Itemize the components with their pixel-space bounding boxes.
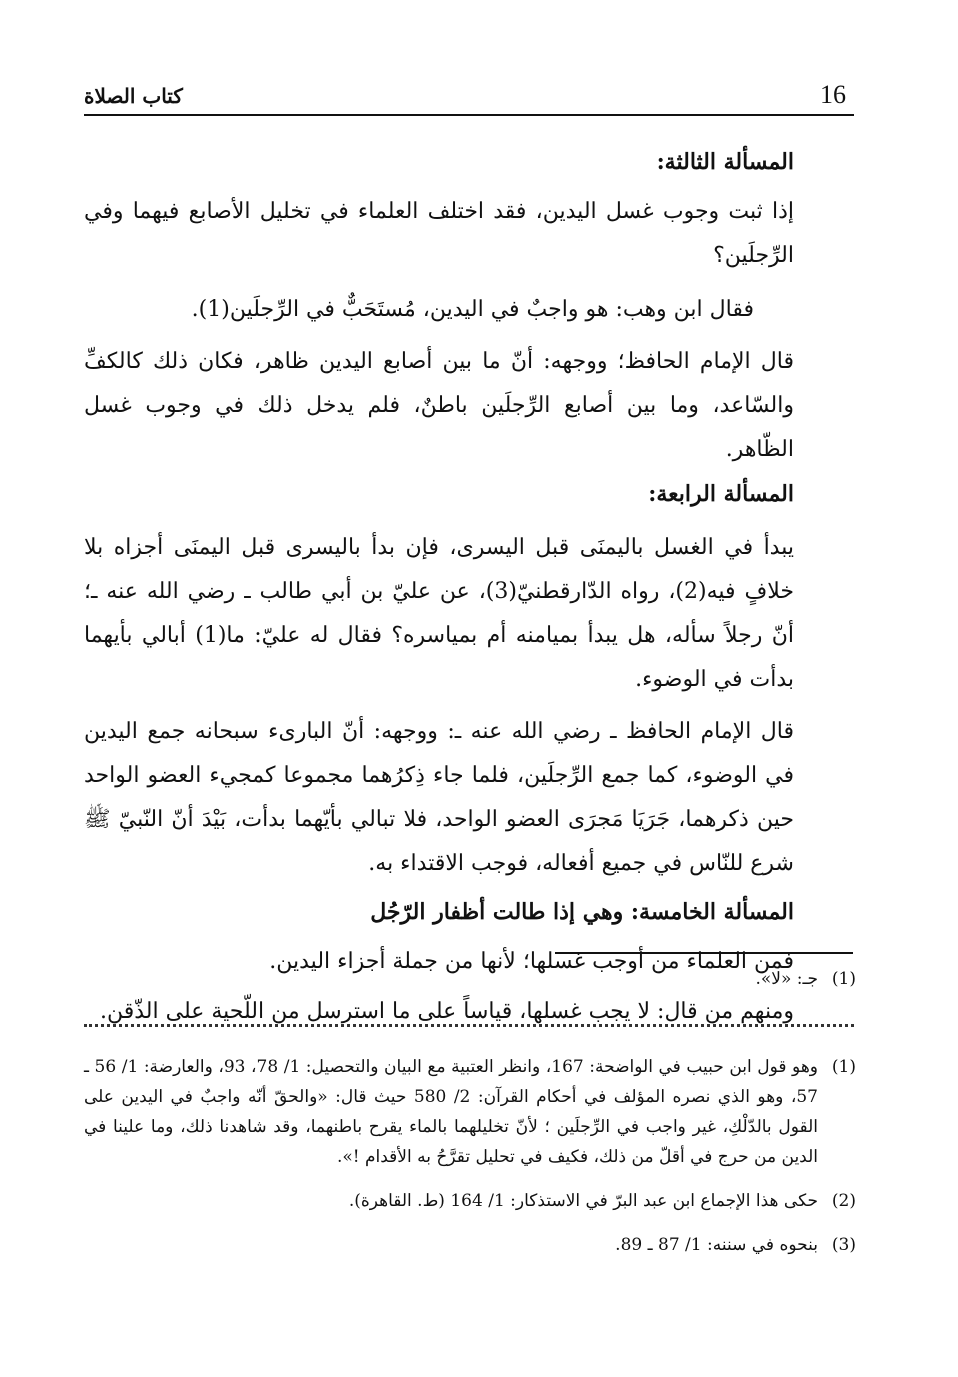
page-header: [84, 78, 854, 116]
footnote-text: جـ: «لا».: [755, 969, 818, 989]
page-number: 16: [820, 80, 846, 109]
footnote-3: [84, 1230, 856, 1260]
footnote-2: [84, 1186, 856, 1216]
heading-fifth-issue: المسألة الخامسة: وهي إذا طالت أظفار الرّجُل: [370, 899, 794, 925]
heading-third-issue: المسألة الثالثة:: [656, 149, 794, 175]
paragraph: إذا ثبت وجوب غسل اليدين، فقد اختلف العلماء في تخليل الأصابع فيهما وفي الرِّجلَين؟: [84, 199, 794, 268]
footnote-text: بنحوه في سننه: 1/ 87 ـ 89.: [615, 1235, 818, 1255]
paragraph: يبدأ في الغسل باليمنَى قبل اليسرى، فإن بدأ باليسرى قبل اليمنَى أجزاه بلا خلافٍ فيه(2)، رواه الدّارقطنيّ(3)، عن عليّ بن أبي طالب ـ رضي الله عنه ـ؛ أنّ رجلاً سأله، هل يبدأ بميامنه أم بمياسره؟ فقال له عليّ: ما(1) أبالي بأيهما بدأت في الوضوء.: [84, 535, 795, 692]
paragraph: قال الإمام الحافظ؛ ووجهه: أنّ ما بين أصابع اليدين ظاهر، فكان ذلك كالكفِّ والسّاعد، وما بين أصابع الرِّجلَين باطنٌ، فلم يدخل ذلك في وجوب غسل الظّاهر.: [84, 349, 794, 462]
variant-note: [84, 964, 856, 994]
paragraph: فقال ابن وهب: هو واجبٌ في اليدين، مُستَحَبٌّ في الرِّجلَين(1).: [191, 297, 754, 322]
footnote-separator: [555, 952, 853, 954]
footnote-number: (3): [831, 1235, 856, 1255]
footnote-text: حكى هذا الإجماع ابن عبد البرّ في الاستذكار: 1/ 164 (ط. القاهرة).: [348, 1191, 818, 1211]
heading-fourth-issue: المسألة الرابعة:: [648, 481, 794, 507]
footnote-text: وهو قول ابن حبيب في الواضحة: 167، وانظر العتبية مع البيان والتحصيل: 1/ 78، 93، والعارضة: 1/ 56 ـ 57، وهو الذي نصره المؤلف في أحكام القرآن: 2/ 580 حيث قال: «والحقّ أنّه واجبٌ في اليدين على القول بالدّلْكِ، غير واجب في الرِّجلَين ؛ لأنّ تخليلهما بالماء يقرح باطنهما، وقد شاهدنا ذلك، وما علينا في الدين من حرج في أقلّ من ذلك، فكيف في تحليل تقرَّحُ به الأقدام !».: [84, 1057, 819, 1167]
footnote-number: (1): [831, 969, 856, 989]
running-title: كتاب الصلاة: [84, 84, 183, 108]
main-text: [84, 140, 794, 1034]
footnote-1: [84, 1052, 856, 1172]
footnote-number: (2): [831, 1191, 856, 1211]
paragraph: قال الإمام الحافظ ـ رضي الله عنه ـ: ووجهه: أنّ البارىء سبحانه جمع اليدين في الوضوء، كما جمع الرِّجلَين، فلما جاء ذِكرُهما مجموعا كمجيء العضو الواحد حين ذكرهما، جَرَيَا مَجرَى العضو الواحد، فلا تبالي بأيّهما بدأت، بَيْدَ أنّ النّبيّ ﷺ شرع للنّاس في جميع أفعاله، فوجب الاقتداء به.: [84, 719, 794, 876]
paragraph: ومنهم من قال: لا يجب غسلها، قياساً على ما استرسل من اللّحية على الذّقن.: [100, 999, 794, 1024]
dotted-separator: [84, 1024, 854, 1027]
footnote-number: (1): [831, 1057, 856, 1077]
paragraph: فمن العلماء من أوجب غسلها؛ لأنها من جملة أجزاء اليدين.: [269, 949, 794, 974]
